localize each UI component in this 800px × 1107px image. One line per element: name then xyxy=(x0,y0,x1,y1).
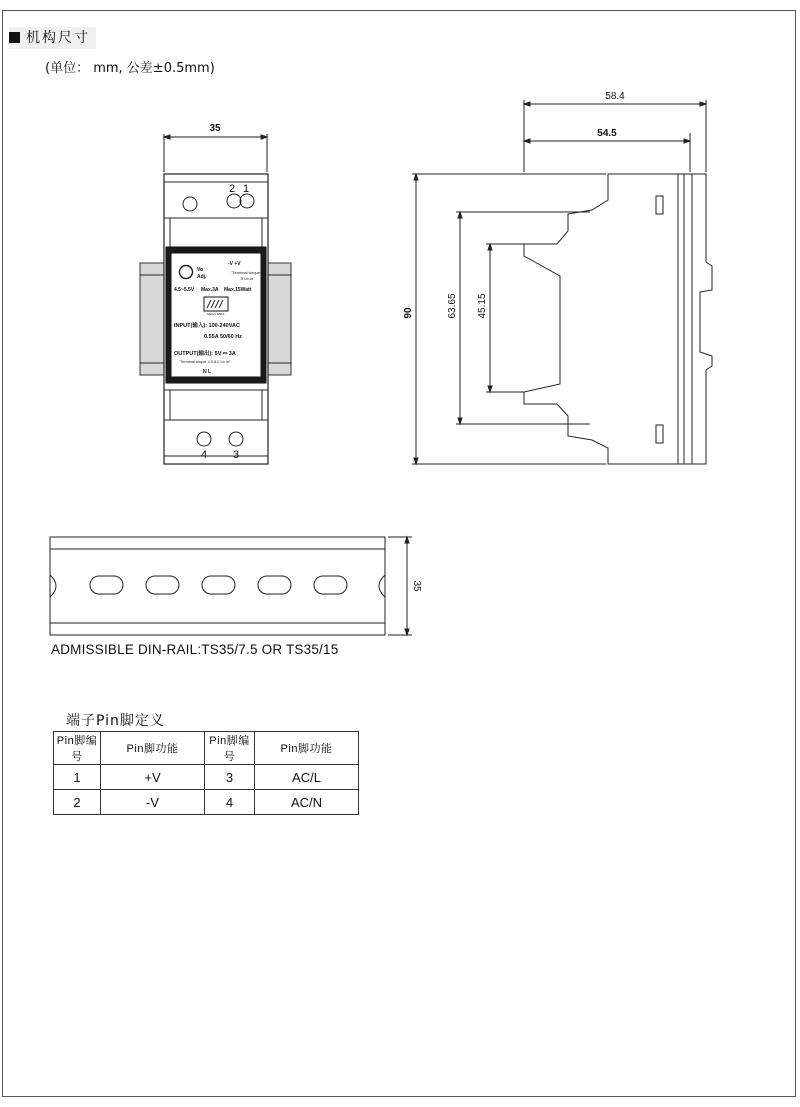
label-output: OUTPUT(输出): 5V ⎓ 3A xyxy=(174,351,236,357)
table-row xyxy=(54,790,359,815)
units-note: (单位： mm, 公差±0.5mm) xyxy=(45,61,215,76)
dim-45-15: 45.15 xyxy=(477,293,488,319)
section-title-text: 机构尺寸 xyxy=(26,30,90,46)
table-row xyxy=(54,765,359,790)
label-polarity: -V +V xyxy=(228,261,241,267)
table-cell: -V xyxy=(101,790,205,815)
table-cell: 1 xyxy=(54,765,101,790)
rail-caption: ADMISSIBLE DIN-RAIL:TS35/7.5 OR TS35/15 xyxy=(51,642,339,657)
front-view xyxy=(140,134,291,464)
label-voltage-range: 4.5~5.5V xyxy=(174,287,195,293)
table-cell: +V xyxy=(101,765,205,790)
label-max-power: Max.15Watt xyxy=(224,287,252,293)
table-header-row xyxy=(54,732,359,765)
table-cell: AC/N xyxy=(255,790,359,815)
col-header-function-1: Pin脚功能 xyxy=(101,732,205,765)
dim-63-65: 63.65 xyxy=(447,293,458,319)
pin-table xyxy=(53,731,359,815)
col-header-pin-no-2: Pin脚编号 xyxy=(205,732,255,765)
label-adj: Adj. xyxy=(197,274,207,280)
dim-depth: 54.5 xyxy=(597,128,617,139)
label-vo: Vo xyxy=(197,267,204,273)
pin-3-label: 3 xyxy=(232,449,240,461)
table-cell: AC/L xyxy=(255,765,359,790)
label-brand: MEAN WELL xyxy=(207,312,225,316)
din-rail xyxy=(50,537,412,635)
label-torque-bottom: "Terminal torque 4.5-6.0 Lb-in" xyxy=(179,360,231,364)
table-cell: 3 xyxy=(205,765,255,790)
label-input: INPUT(输入): 100-240VAC xyxy=(174,323,240,329)
label-max-current: Max.3A xyxy=(201,287,219,293)
col-header-pin-no-1: Pin脚编号 xyxy=(54,732,101,765)
pin-table-title: 端子Pin脚定义 xyxy=(66,713,165,729)
label-torque-top: "Terminal torque xyxy=(231,270,260,275)
side-view xyxy=(412,100,712,464)
dim-height: 90 xyxy=(403,307,414,319)
pin-1-label: 1 xyxy=(242,183,250,195)
pin-4-label: 4 xyxy=(200,449,208,461)
label-input2: 0.55A 50/60 Hz xyxy=(204,334,243,340)
col-header-function-2: Pin脚功能 xyxy=(255,732,359,765)
label-nl: N L xyxy=(203,369,212,375)
front-width-dim: 35 xyxy=(209,123,221,134)
pin-2-label: 2 xyxy=(228,183,236,195)
table-cell: 2 xyxy=(54,790,101,815)
label-torque-top2: 5 Lb-in" xyxy=(241,276,255,281)
rail-height-dim: 35 xyxy=(411,580,422,592)
dim-overall-depth: 58.4 xyxy=(605,91,625,102)
table-cell: 4 xyxy=(205,790,255,815)
